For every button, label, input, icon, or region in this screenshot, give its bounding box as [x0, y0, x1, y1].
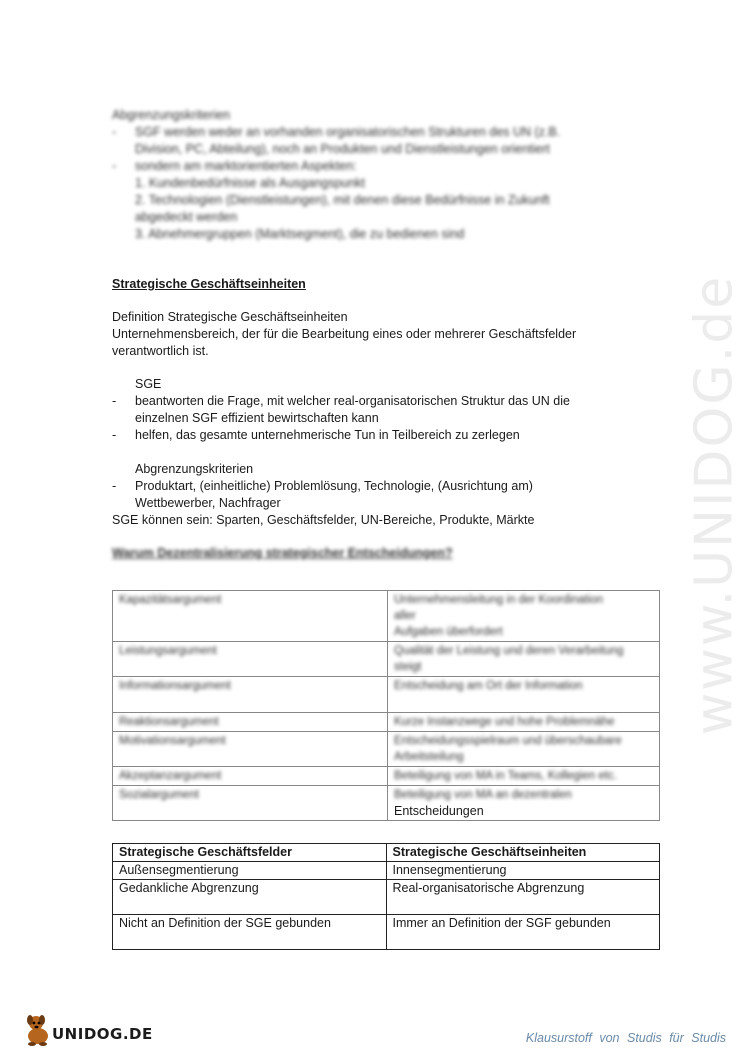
table-row — [113, 786, 660, 821]
logo-text: UNIDOG.DE — [52, 1025, 153, 1043]
blurred-title: Abgrenzungskriterien — [112, 108, 231, 122]
table-cell: Sozialargument — [113, 786, 388, 821]
table-row — [113, 767, 660, 786]
table-cell: Kurze Instanzwege und hohe Problemnähe — [388, 713, 660, 732]
table-row — [113, 915, 660, 950]
dash: - — [112, 125, 117, 139]
blurred-heading: Warum Dezentralisierung strategischer Entscheidungen? — [112, 546, 453, 560]
dash: - — [112, 159, 117, 173]
cell-line: Beteiligung von MA an dezentralen — [394, 789, 572, 801]
blurred-text: sondern am marktorientierten Aspekten: — [135, 159, 357, 173]
table-cell: Nicht an Definition der SGE gebunden — [113, 915, 387, 950]
table-cell: Außensegmentierung — [113, 862, 387, 880]
blurred-text: abgedeckt werden — [135, 210, 238, 224]
cell-line: Arbeitsteilung — [394, 751, 464, 763]
table-cell: Akzeptanzargument — [113, 767, 388, 786]
dash: - — [112, 479, 117, 493]
section-heading: Strategische Geschäftseinheiten — [112, 277, 306, 291]
table-cell: Motivationsargument — [113, 732, 388, 767]
table-row — [113, 642, 660, 677]
table-cell: Real-organisatorische Abgrenzung — [386, 880, 660, 915]
table-row — [113, 677, 660, 713]
table-cell — [388, 591, 660, 642]
table-row — [113, 732, 660, 767]
cell-line: Entscheidungen — [394, 804, 484, 818]
cell-line: Qualität der Leistung und deren Verarbeitung — [394, 645, 624, 657]
table-cell: Beteiligung von MA in Teams, Kollegien etc. — [388, 767, 660, 786]
table-row — [113, 880, 660, 915]
criteria-bullet: Produktart, (einheitliche) Problemlösung, Technologie, (Ausrichtung am) — [135, 479, 533, 493]
table-row — [113, 713, 660, 732]
comparison-table — [112, 843, 660, 950]
blurred-text: SGF werden weder an vorhanden organisatorischen Strukturen des UN (z.B. — [135, 125, 561, 139]
dash: - — [112, 394, 117, 408]
watermark: www.UNIDOG.de — [684, 274, 745, 736]
dog-icon — [27, 1015, 48, 1046]
cell-line: aller — [394, 610, 416, 622]
blurred-arguments-table — [112, 590, 660, 821]
dash: - — [112, 428, 117, 442]
definition-text: Unternehmensbereich, der für die Bearbeitung eines oder mehrerer Geschäftsfelder — [112, 327, 577, 341]
sge-bullet: beantworten die Frage, mit welcher real-organisatorischen Struktur das UN die — [135, 394, 570, 408]
table-cell — [388, 732, 660, 767]
footer-slogan: Klausurstoff von Studis für Studis — [525, 1031, 726, 1045]
cell-line: steigt — [394, 661, 422, 673]
blurred-text: Division, PC, Abteilung), noch an Produkten und Dienstleistungen orientiert — [135, 142, 550, 156]
blurred-text: 3. Abnehmergruppen (Marktsegment), die zu bedienen sind — [135, 227, 465, 241]
table-row — [113, 862, 660, 880]
header-right: Strategische Geschäftseinheiten — [386, 844, 660, 862]
table-cell: Innensegmentierung — [386, 862, 660, 880]
table-cell: Kapazitätsargument — [113, 591, 388, 642]
cell-line: Entscheidungsspielraum und überschaubare — [394, 735, 622, 747]
table-row — [113, 591, 660, 642]
table-cell: Reaktionsargument — [113, 713, 388, 732]
table-cell: Gedankliche Abgrenzung — [113, 880, 387, 915]
table-cell — [388, 786, 660, 821]
table-cell: Entscheidung am Ort der Information — [388, 677, 660, 713]
table-cell: Informationsargument — [113, 677, 388, 713]
table-cell: Immer an Definition der SGF gebunden — [386, 915, 660, 950]
header-left: Strategische Geschäftsfelder — [113, 844, 387, 862]
cell-line: Aufgaben überfordert — [394, 626, 503, 638]
table-cell: Leistungsargument — [113, 642, 388, 677]
summary-text: SGE können sein: Sparten, Geschäftsfelder, UN-Bereiche, Produkte, Märkte — [112, 513, 535, 527]
blurred-text: 2. Technologien (Dienstleistungen), mit denen diese Bedürfnisse in Zukunft — [135, 193, 550, 207]
criteria-label: Abgrenzungskriterien — [135, 462, 254, 476]
table-header-row — [113, 844, 660, 862]
sge-label: SGE — [135, 377, 162, 391]
cell-line: Unternehmensleitung in der Koordination — [394, 594, 604, 606]
definition-text: verantwortlich ist. — [112, 344, 209, 358]
sge-bullet: helfen, das gesamte unternehmerische Tun in Teilbereich zu zerlegen — [135, 428, 520, 442]
criteria-bullet: Wettbewerber, Nachfrager — [135, 496, 281, 510]
sge-bullet: einzelnen SGF effizient bewirtschaften kann — [135, 411, 379, 425]
table-cell — [388, 642, 660, 677]
blurred-text: 1. Kundenbedürfnisse als Ausgangspunkt — [135, 176, 366, 190]
definition-title: Definition Strategische Geschäftseinheiten — [112, 310, 348, 324]
